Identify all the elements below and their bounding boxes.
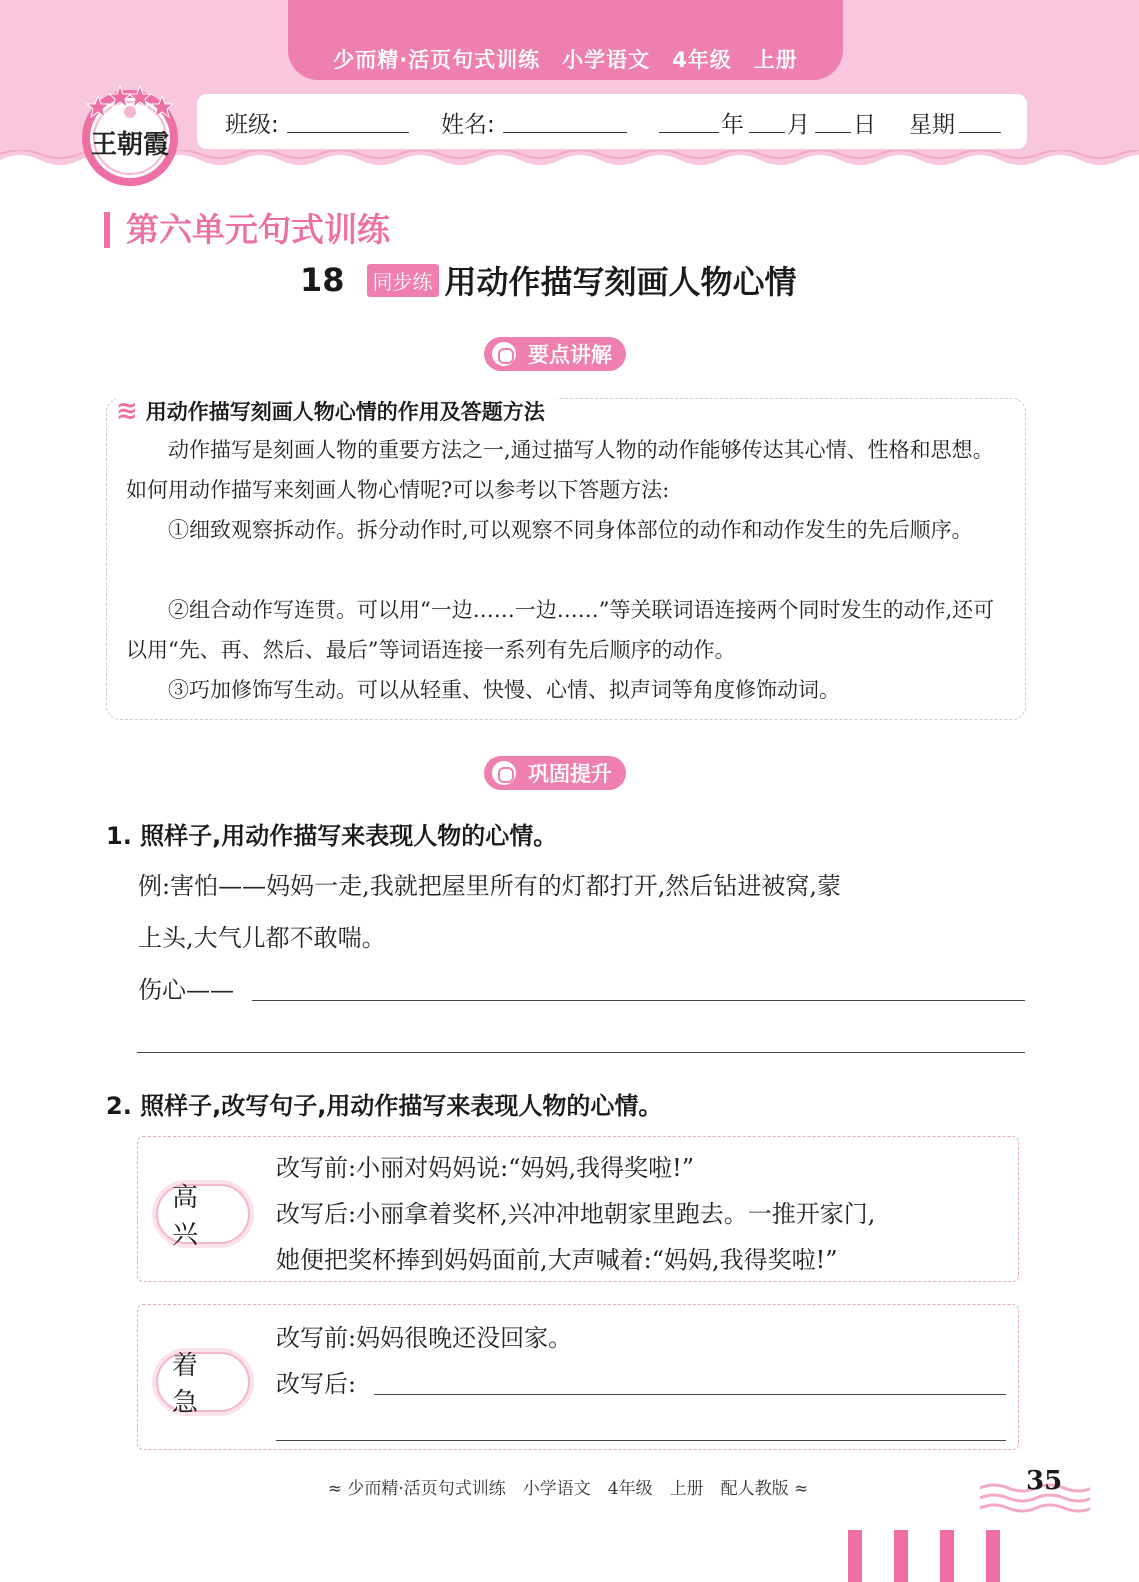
lesson-heading	[300, 258, 797, 302]
practice-pill	[484, 756, 626, 790]
header-title: 少而精·活页句式训练 小学语文 4年级 上册	[333, 48, 798, 72]
month-field[interactable]	[749, 132, 785, 133]
rewrite-answer-line-1[interactable]	[374, 1394, 1006, 1395]
footer-text: ≈ 少而精·活页句式训练 小学语文 4年级 上册 配人教版 ≈	[327, 1479, 809, 1499]
mood-label-anxious: 着急	[156, 1352, 250, 1412]
rewrite-task-box	[137, 1304, 1019, 1450]
unit-title: 第六单元句式训练	[104, 212, 390, 248]
key-points-pill	[484, 337, 626, 371]
q1-example-line1: 例:害怕——妈妈一走,我就把屋里所有的灯都打开,然后钻进被窝,蒙	[138, 872, 841, 900]
q1-prompt: 伤心——	[138, 976, 234, 1004]
rewrite-task-after-label: 改写后:	[276, 1370, 357, 1398]
year-label: 年	[721, 112, 744, 138]
year-field[interactable]	[659, 132, 719, 133]
edge-bar	[986, 1530, 1000, 1582]
day-label: 日	[853, 112, 876, 138]
edge-bar	[940, 1530, 954, 1582]
q1-answer-line-1[interactable]	[252, 1000, 1025, 1001]
class-label: 班级:	[225, 112, 279, 138]
rewrite-example-before: 改写前:小丽对妈妈说:“妈妈,我得奖啦!”	[276, 1154, 694, 1182]
week-label: 星期	[909, 112, 955, 138]
week-field[interactable]	[959, 132, 1001, 133]
edge-bar	[894, 1530, 908, 1582]
lesson-number: 18	[300, 261, 345, 299]
brand-seal-logo	[78, 84, 182, 188]
edge-bar	[848, 1530, 862, 1582]
rewrite-example-after-2: 她便把奖杯捧到妈妈面前,大声喊着:“妈妈,我得奖啦!”	[276, 1246, 838, 1274]
seal-text: 王朝霞	[90, 130, 169, 160]
lesson-title: 用动作描写刻画人物心情	[444, 263, 797, 301]
practice-pill-label: 巩固提升	[528, 762, 612, 786]
medal-icon	[492, 342, 516, 366]
key-paragraph-2: ①细致观察拆动作。拆分动作时,可以观察不同身体部位的动作和动作发生的先后顺序。	[126, 518, 973, 542]
key-paragraph-1: 动作描写是刻画人物的重要方法之一,通过描写人物的动作能够传达其心情、性格和思想。如何用动作描写来刻画人物心情呢?可以参考以下答题方法:	[126, 438, 994, 502]
medal-icon	[492, 761, 516, 785]
question-2-title: 2. 照样子,改写句子,用动作描写来表现人物的心情。	[106, 1092, 663, 1120]
key-points-heading	[116, 396, 557, 426]
class-field[interactable]	[287, 132, 409, 133]
key-points-pill-label: 要点讲解	[528, 343, 612, 367]
page-number: 35	[1026, 1466, 1063, 1496]
question-1-title: 1. 照样子,用动作描写来表现人物的心情。	[106, 822, 558, 850]
q1-answer-line-2[interactable]	[137, 1052, 1025, 1053]
month-label: 月	[787, 112, 810, 138]
key-paragraph-4: ③巧加修饰写生动。可以从轻重、快慢、心情、拟声词等角度修饰动词。	[126, 678, 840, 702]
key-paragraph-3: ②组合动作写连贯。可以用“一边……一边……”等关联词语连接两个同时发生的动作,还可以用“先、再、然后、最后”等词语连接一系列有先后顺序的动作。	[126, 598, 995, 662]
day-field[interactable]	[815, 132, 851, 133]
rewrite-example-after-1: 改写后:小丽拿着奖杯,兴冲冲地朝家里跑去。一推开家门,	[276, 1200, 876, 1228]
name-label: 姓名:	[441, 112, 495, 138]
wave-icon: ≋	[116, 396, 138, 426]
q1-example-line2: 上头,大气儿都不敢喘。	[138, 924, 386, 952]
lesson-tag: 同步练	[367, 264, 439, 297]
rewrite-task-before: 改写前:妈妈很晚还没回家。	[276, 1324, 573, 1352]
name-field[interactable]	[503, 132, 627, 133]
mood-label-happy: 高兴	[156, 1184, 250, 1244]
key-points-heading-text: 用动作描写刻画人物心情的作用及答题方法	[145, 400, 545, 424]
rewrite-answer-line-2[interactable]	[276, 1440, 1006, 1441]
student-info-box	[197, 94, 1027, 149]
